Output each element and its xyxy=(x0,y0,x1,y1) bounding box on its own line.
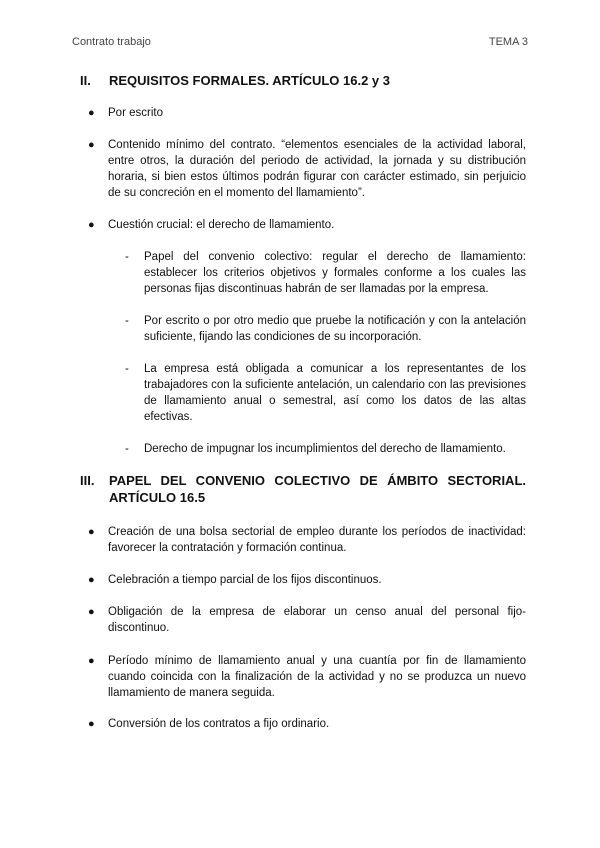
bullet-icon: ● xyxy=(88,526,95,538)
section-heading-iii xyxy=(72,472,526,506)
list-item-text: Conversión de los contratos a fijo ordinario. xyxy=(108,718,330,730)
section-title: REQUISITOS FORMALES. ARTÍCULO 16.2 y 3 xyxy=(109,73,390,88)
dash-marker: - xyxy=(125,443,129,455)
list-item xyxy=(88,653,526,701)
sub-list-item xyxy=(125,441,526,457)
list-item-text: Período mínimo de llamamiento anual y una cuantía por fin de llamamiento cuando coincida con la finalización de la actividad y no se produzca un nuevo llamamiento de manera seguida. xyxy=(108,655,526,699)
bullet-icon: ● xyxy=(88,606,95,618)
list-item xyxy=(88,716,526,732)
dash-marker: - xyxy=(125,315,129,327)
sub-list-item xyxy=(125,249,526,297)
list-item-text: Cuestión crucial: el derecho de llamamiento. xyxy=(108,219,335,231)
header-document-title: Contrato trabajo xyxy=(72,36,151,48)
list-item xyxy=(88,105,526,121)
bullet-icon: ● xyxy=(88,655,95,667)
bullet-icon: ● xyxy=(88,718,95,730)
sub-list-item-text: Derecho de impugnar los incumplimientos del derecho de llamamiento. xyxy=(144,443,506,455)
section-title: PAPEL DEL CONVENIO COLECTIVO DE ÁMBITO SECTORIAL. ARTÍCULO 16.5 xyxy=(109,473,526,505)
sub-list-item xyxy=(125,361,526,425)
dash-marker: - xyxy=(125,363,129,375)
list-item-text: Creación de una bolsa sectorial de empleo durante los períodos de inactividad: favorecer la contratación y formación continua. xyxy=(108,526,526,554)
section-number: II. xyxy=(80,73,91,88)
bullet-icon: ● xyxy=(88,107,95,119)
list-item xyxy=(88,217,526,233)
list-item-text: Celebración a tiempo parcial de los fijos discontinuos. xyxy=(108,574,382,586)
bullet-icon: ● xyxy=(88,574,95,586)
sub-list-item-text: Por escrito o por otro medio que pruebe la notificación y con la antelación suficiente, fijando las condiciones de su incorporación. xyxy=(144,315,526,343)
list-item xyxy=(88,137,526,201)
sub-list-item-text: La empresa está obligada a comunicar a los representantes de los trabajadores con la suficiente antelación, un calendario con las previsiones de llamamiento anual o semestral, así como los datos de las altas efectivas. xyxy=(144,363,526,423)
list-item xyxy=(88,524,526,556)
header-topic-label: TEMA 3 xyxy=(488,36,528,48)
list-item-text: Contenido mínimo del contrato. “elementos esenciales de la actividad laboral, entre otros, la duración del periodo de actividad, la jornada y su distribución horaria, si bien estos últimos podrán figurar con carácter estimado, sin perjuicio de su concreción en el momento del llamamiento”. xyxy=(108,139,526,199)
section-number: III. xyxy=(80,473,95,488)
list-item-text: Obligación de la empresa de elaborar un censo anual del personal fijo-discontinuo. xyxy=(108,606,526,634)
dash-marker: - xyxy=(125,251,129,263)
list-item xyxy=(88,604,526,636)
page-header xyxy=(72,36,528,50)
sub-list-item xyxy=(125,313,526,345)
list-item xyxy=(88,572,526,588)
section-heading-ii xyxy=(72,72,526,89)
list-item-text: Por escrito xyxy=(108,107,163,119)
sub-list-item-text: Papel del convenio colectivo: regular el derecho de llamamiento: establecer los criterios objetivos y formales conforme a los cuales las personas fijas discontinuas habrán de ser llamadas por la empresa. xyxy=(144,251,526,295)
bullet-icon: ● xyxy=(88,139,95,151)
bullet-icon: ● xyxy=(88,219,95,231)
